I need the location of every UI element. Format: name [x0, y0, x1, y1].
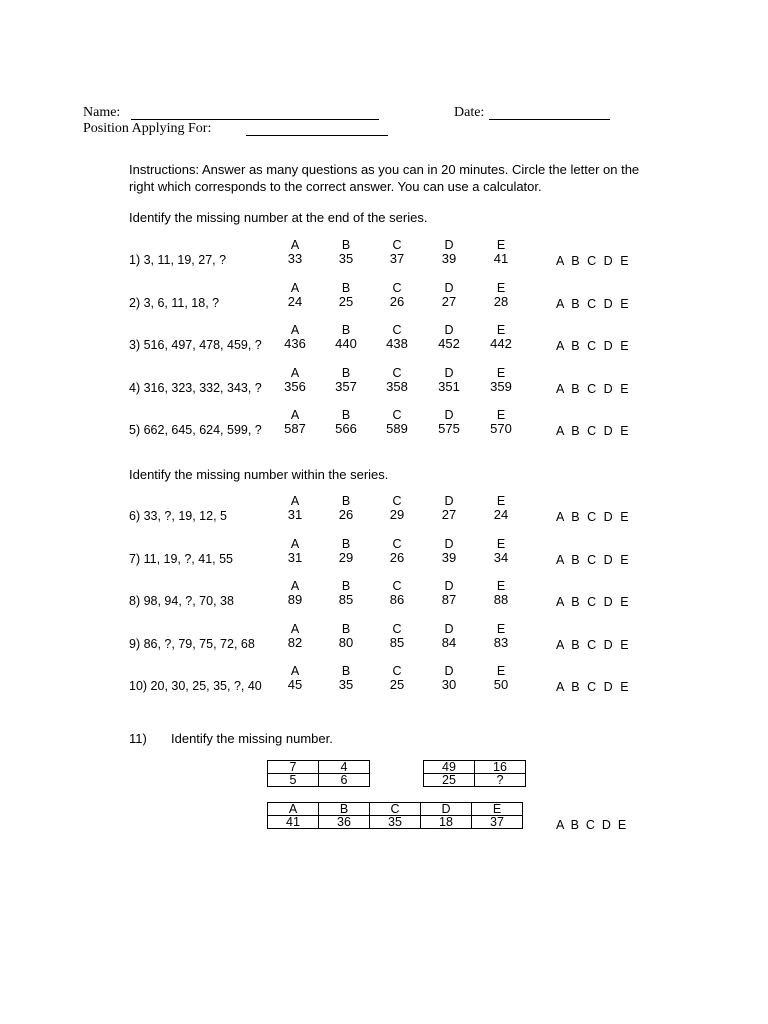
question-row: [129, 238, 649, 268]
option-letter: E: [496, 408, 506, 422]
date-label: Date:: [454, 105, 485, 120]
option-letter: B: [341, 408, 351, 422]
question-row: [129, 622, 649, 652]
instructions: Instructions: Answer as many questions as you can in 20 minutes. Circle the letter on the right which corresponds to the correct answer. You can use a calculator.: [129, 162, 640, 194]
option-value: 18: [421, 816, 472, 829]
grid-cell: 25: [424, 774, 475, 787]
answer-choices[interactable]: A B C D E: [556, 552, 629, 567]
option-letter: C: [392, 323, 402, 337]
option-value: 89: [287, 592, 303, 607]
option-value: 33: [287, 251, 303, 266]
option-letter: D: [444, 238, 454, 252]
option-letter: D: [444, 365, 454, 380]
question-text: 5) 662, 645, 624, 599, ?: [129, 423, 262, 437]
option-value: 26: [338, 507, 354, 522]
grid-cell: 6: [319, 774, 370, 787]
option-letter: B: [341, 621, 351, 636]
option-value: 25: [338, 293, 354, 309]
option-letter: E: [496, 280, 506, 295]
option-letter: D: [444, 664, 454, 678]
name-label: Name:: [83, 105, 121, 120]
option-letter: C: [392, 280, 402, 295]
option-value: 87: [441, 592, 457, 607]
answer-choices[interactable]: A B C D E: [556, 424, 629, 438]
option-letter: E: [472, 803, 523, 816]
position-label: Position Applying For:: [83, 121, 212, 136]
option-letter: E: [496, 323, 506, 337]
option-letter: D: [444, 280, 454, 295]
q11-number: 11): [129, 731, 147, 746]
section2-heading: Identify the missing number within the series.: [129, 467, 389, 482]
grid-cell: 7: [268, 761, 319, 774]
option-value: 25: [389, 677, 405, 692]
question-text: 2) 3, 6, 11, 18, ?: [129, 295, 220, 310]
grid-cell: 4: [319, 761, 370, 774]
option-value: 35: [338, 677, 354, 692]
option-letter: A: [290, 579, 300, 593]
option-value: 27: [441, 293, 457, 309]
question-row: [129, 366, 649, 396]
option-value: 575: [438, 421, 460, 436]
question-text: 4) 316, 323, 332, 343, ?: [129, 380, 262, 395]
option-value: 35: [370, 816, 421, 829]
option-letter: E: [496, 621, 506, 636]
answer-choices[interactable]: A B C D E: [556, 339, 629, 353]
option-value: 85: [389, 634, 405, 650]
option-letter: C: [370, 803, 421, 816]
option-letter: C: [392, 536, 402, 551]
option-letter: A: [290, 280, 300, 295]
option-value: 39: [441, 251, 457, 266]
option-value: 357: [335, 378, 357, 394]
option-letter: B: [341, 280, 351, 295]
grid-cell: 16: [475, 761, 526, 774]
answer-choices[interactable]: A B C D E: [556, 254, 629, 268]
answer-choices-11[interactable]: A B C D E: [556, 818, 627, 832]
option-value: 351: [438, 378, 460, 394]
option-letter: E: [496, 579, 506, 593]
option-letter: E: [496, 494, 506, 508]
option-value: 88: [493, 592, 509, 607]
grid-cell: ?: [475, 774, 526, 787]
option-letter: C: [392, 238, 402, 252]
q11-text: Identify the missing number.: [171, 731, 333, 746]
option-value: 45: [287, 677, 303, 692]
answer-choices[interactable]: A B C D E: [556, 595, 629, 609]
option-value: 82: [287, 634, 303, 650]
question-text: 3) 516, 497, 478, 459, ?: [129, 338, 262, 352]
name-field[interactable]: [131, 119, 379, 120]
option-value: 35: [338, 251, 354, 266]
option-value: 24: [287, 293, 303, 309]
option-letter: E: [496, 536, 506, 551]
option-letter: D: [444, 323, 454, 337]
option-letter: C: [392, 365, 402, 380]
option-letter: B: [341, 664, 351, 678]
option-value: 29: [338, 549, 354, 565]
option-letter: A: [290, 238, 300, 252]
option-letter: D: [444, 408, 454, 422]
option-letter: D: [421, 803, 472, 816]
question-row: [129, 408, 649, 438]
position-field[interactable]: [246, 135, 388, 136]
date-field[interactable]: [489, 119, 610, 120]
option-value: 438: [386, 336, 408, 351]
option-value: 570: [490, 421, 512, 436]
option-letter: C: [392, 494, 402, 508]
grid-cell: 49: [424, 761, 475, 774]
question-text: 6) 33, ?, 19, 12, 5: [129, 509, 227, 523]
option-value: 84: [441, 634, 457, 650]
option-value: 37: [472, 816, 523, 829]
option-value: 41: [493, 251, 509, 266]
question-row: [129, 494, 649, 524]
option-letter: B: [341, 579, 351, 593]
option-letter: A: [290, 408, 300, 422]
option-letter: C: [392, 664, 402, 678]
option-letter: E: [496, 664, 506, 678]
question-row: [129, 323, 649, 353]
option-value: 26: [389, 549, 405, 565]
question-row: [129, 664, 649, 694]
option-value: 27: [441, 507, 457, 522]
option-value: 85: [338, 592, 354, 607]
option-letter: A: [290, 365, 300, 380]
option-letter: A: [290, 536, 300, 551]
option-letter: B: [341, 536, 351, 551]
option-letter: B: [341, 494, 351, 508]
option-value: 442: [490, 336, 512, 351]
option-letter: D: [444, 536, 454, 551]
answer-choices[interactable]: A B C D E: [556, 637, 629, 652]
option-letter: C: [392, 579, 402, 593]
question-row: [129, 281, 649, 311]
option-letter: C: [392, 408, 402, 422]
option-value: 436: [284, 336, 306, 351]
option-value: 37: [389, 251, 405, 266]
option-value: 29: [389, 507, 405, 522]
option-value: 39: [441, 549, 457, 565]
option-value: 31: [287, 507, 303, 522]
option-value: 50: [493, 677, 509, 692]
q11-grid-left: [267, 760, 370, 787]
option-value: 26: [389, 293, 405, 309]
option-letter: A: [290, 621, 300, 636]
option-value: 24: [493, 507, 509, 522]
option-letter: D: [444, 621, 454, 636]
option-value: 36: [319, 816, 370, 829]
option-value: 41: [268, 816, 319, 829]
answer-choices[interactable]: A B C D E: [556, 381, 629, 396]
option-value: 587: [284, 421, 306, 436]
q11-grid-right: [423, 760, 526, 787]
option-value: 589: [386, 421, 408, 436]
option-letter: E: [496, 238, 506, 252]
answer-choices[interactable]: A B C D E: [556, 680, 629, 694]
q11-options-grid: [267, 802, 523, 829]
option-letter: B: [341, 323, 351, 337]
option-letter: C: [392, 621, 402, 636]
question-text: 10) 20, 30, 25, 35, ?, 40: [129, 679, 262, 693]
option-letter: A: [268, 803, 319, 816]
option-value: 452: [438, 336, 460, 351]
option-value: 83: [493, 634, 509, 650]
option-value: 86: [389, 592, 405, 607]
option-letter: B: [319, 803, 370, 816]
option-letter: B: [341, 238, 351, 252]
question-text: 8) 98, 94, ?, 70, 38: [129, 594, 234, 608]
option-letter: A: [290, 323, 300, 337]
option-value: 566: [335, 421, 357, 436]
question-row: [129, 579, 649, 609]
grid-cell: 5: [268, 774, 319, 787]
question-row: [129, 537, 649, 567]
option-value: 34: [493, 549, 509, 565]
option-letter: A: [290, 494, 300, 508]
option-value: 80: [338, 634, 354, 650]
option-value: 28: [493, 293, 509, 309]
question-text: 7) 11, 19, ?, 41, 55: [129, 551, 234, 566]
option-letter: D: [444, 494, 454, 508]
question-text: 9) 86, ?, 79, 75, 72, 68: [129, 636, 255, 651]
option-letter: E: [496, 365, 506, 380]
section1-heading: Identify the missing number at the end of the series.: [129, 210, 428, 225]
option-letter: B: [341, 365, 351, 380]
answer-choices[interactable]: A B C D E: [556, 296, 629, 311]
answer-choices[interactable]: A B C D E: [556, 510, 629, 524]
option-value: 30: [441, 677, 457, 692]
option-value: 31: [287, 549, 303, 565]
option-value: 440: [335, 336, 357, 351]
question-text: 1) 3, 11, 19, 27, ?: [129, 253, 227, 267]
option-letter: D: [444, 579, 454, 593]
option-value: 358: [386, 378, 408, 394]
option-letter: A: [290, 664, 300, 678]
option-value: 356: [284, 378, 306, 394]
option-value: 359: [490, 378, 512, 394]
